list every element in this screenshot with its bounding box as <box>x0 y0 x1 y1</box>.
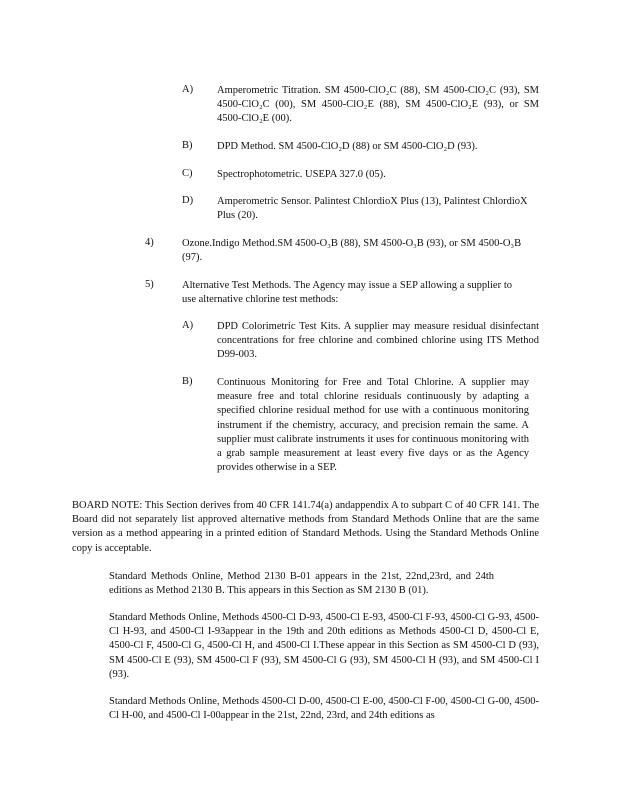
note-paragraph: Standard Methods Online, Methods 4500-Cl D-00, 4500-Cl E-00, 4500-Cl F-00, 4500-Cl G-00, 4500-Cl H-00, and 4500-Cl I-00appear in the 21st, 22nd, 23rd, and 24th editions as <box>109 696 539 722</box>
item-text: Ozone.Indigo Method.SM 4500-O₃B (88), SM 4500-O₃B (93), or SM 4500-O₃B (97). <box>182 238 522 264</box>
item-text: DPD Method. SM 4500-ClO₂D (88) or SM 4500-ClO₂D (93). <box>217 141 478 152</box>
item-marker: C) <box>182 168 193 179</box>
item-marker: B) <box>182 376 193 387</box>
item-marker: A) <box>182 320 194 331</box>
note-paragraph: Standard Methods Online, Method 2130 B-01 appears in the 21st, 22nd,23rd, and 24th editions as Method 2130 B. This appears in this Section as SM 2130 B (01). <box>109 571 494 597</box>
item-text: DPD Colorimetric Test Kits. A supplier may measure residual disinfectant concentrations for free chlorine and combined chlorine using ITS Method D99-003. <box>217 321 539 361</box>
item-text: Amperometric Sensor. Palintest ChlordioX Plus (13), Palintest ChlordioX Plus (20). <box>217 196 528 222</box>
item-marker: D) <box>182 195 194 206</box>
item-text: Continuous Monitoring for Free and Total Chlorine. A supplier may measure free and total chlorine residuals continuously by adapting a specified chlorine residual method for use with a continuous monitoring instrument if the chemistry, accuracy, and precision remain the same. A supplier must calibrate instruments it uses for continuous monitoring with a grab sample measurement at least every five days or as the Agency provides otherwise in a SEP. <box>217 377 529 474</box>
item-marker: 5) <box>145 279 154 290</box>
item-text: Spectrophotometric. USEPA 327.0 (05). <box>217 169 386 180</box>
item-marker: 4) <box>145 237 154 248</box>
item-marker: B) <box>182 140 193 151</box>
item-text: Amperometric Titration. SM 4500-ClO₂C (88), SM 4500-ClO₂C (93), SM 4500-ClO₂C (00), SM 4500-ClO₂E (88), SM 4500-ClO₂E (93), or SM 4500-ClO₂E (00). <box>217 85 539 125</box>
board-note: BOARD NOTE: This Section derives from 40 CFR 141.74(a) andappendix A to subpart C of 40 CFR 141. The Board did not separately list approved alternative methods from Standard Methods Online that are the same version as a method appearing in a printed edition of Standard Methods. Using the Standard Methods Online copy is acceptable. <box>72 500 539 554</box>
item-marker: A) <box>182 84 194 95</box>
note-paragraph: Standard Methods Online, Methods 4500-Cl D-93, 4500-Cl E-93, 4500-Cl F-93, 4500-Cl G-93, 4500-Cl H-93, and 4500-Cl I-93appear in the 19th and 20th editions as Methods 4500-Cl D, 4500-Cl E, 4500-Cl F, 4500-Cl G, 4500-Cl H, and 4500-Cl I.These appear in this Section as SM 4500-Cl D (93), SM 4500-Cl E (93), SM 4500-Cl F (93), SM 4500-Cl G (93), SM 4500-Cl H (93), and SM 4500-Cl I (93). <box>109 612 539 680</box>
item-text: Alternative Test Methods. The Agency may issue a SEP allowing a supplier to use alternative chlorine test methods: <box>182 280 512 306</box>
